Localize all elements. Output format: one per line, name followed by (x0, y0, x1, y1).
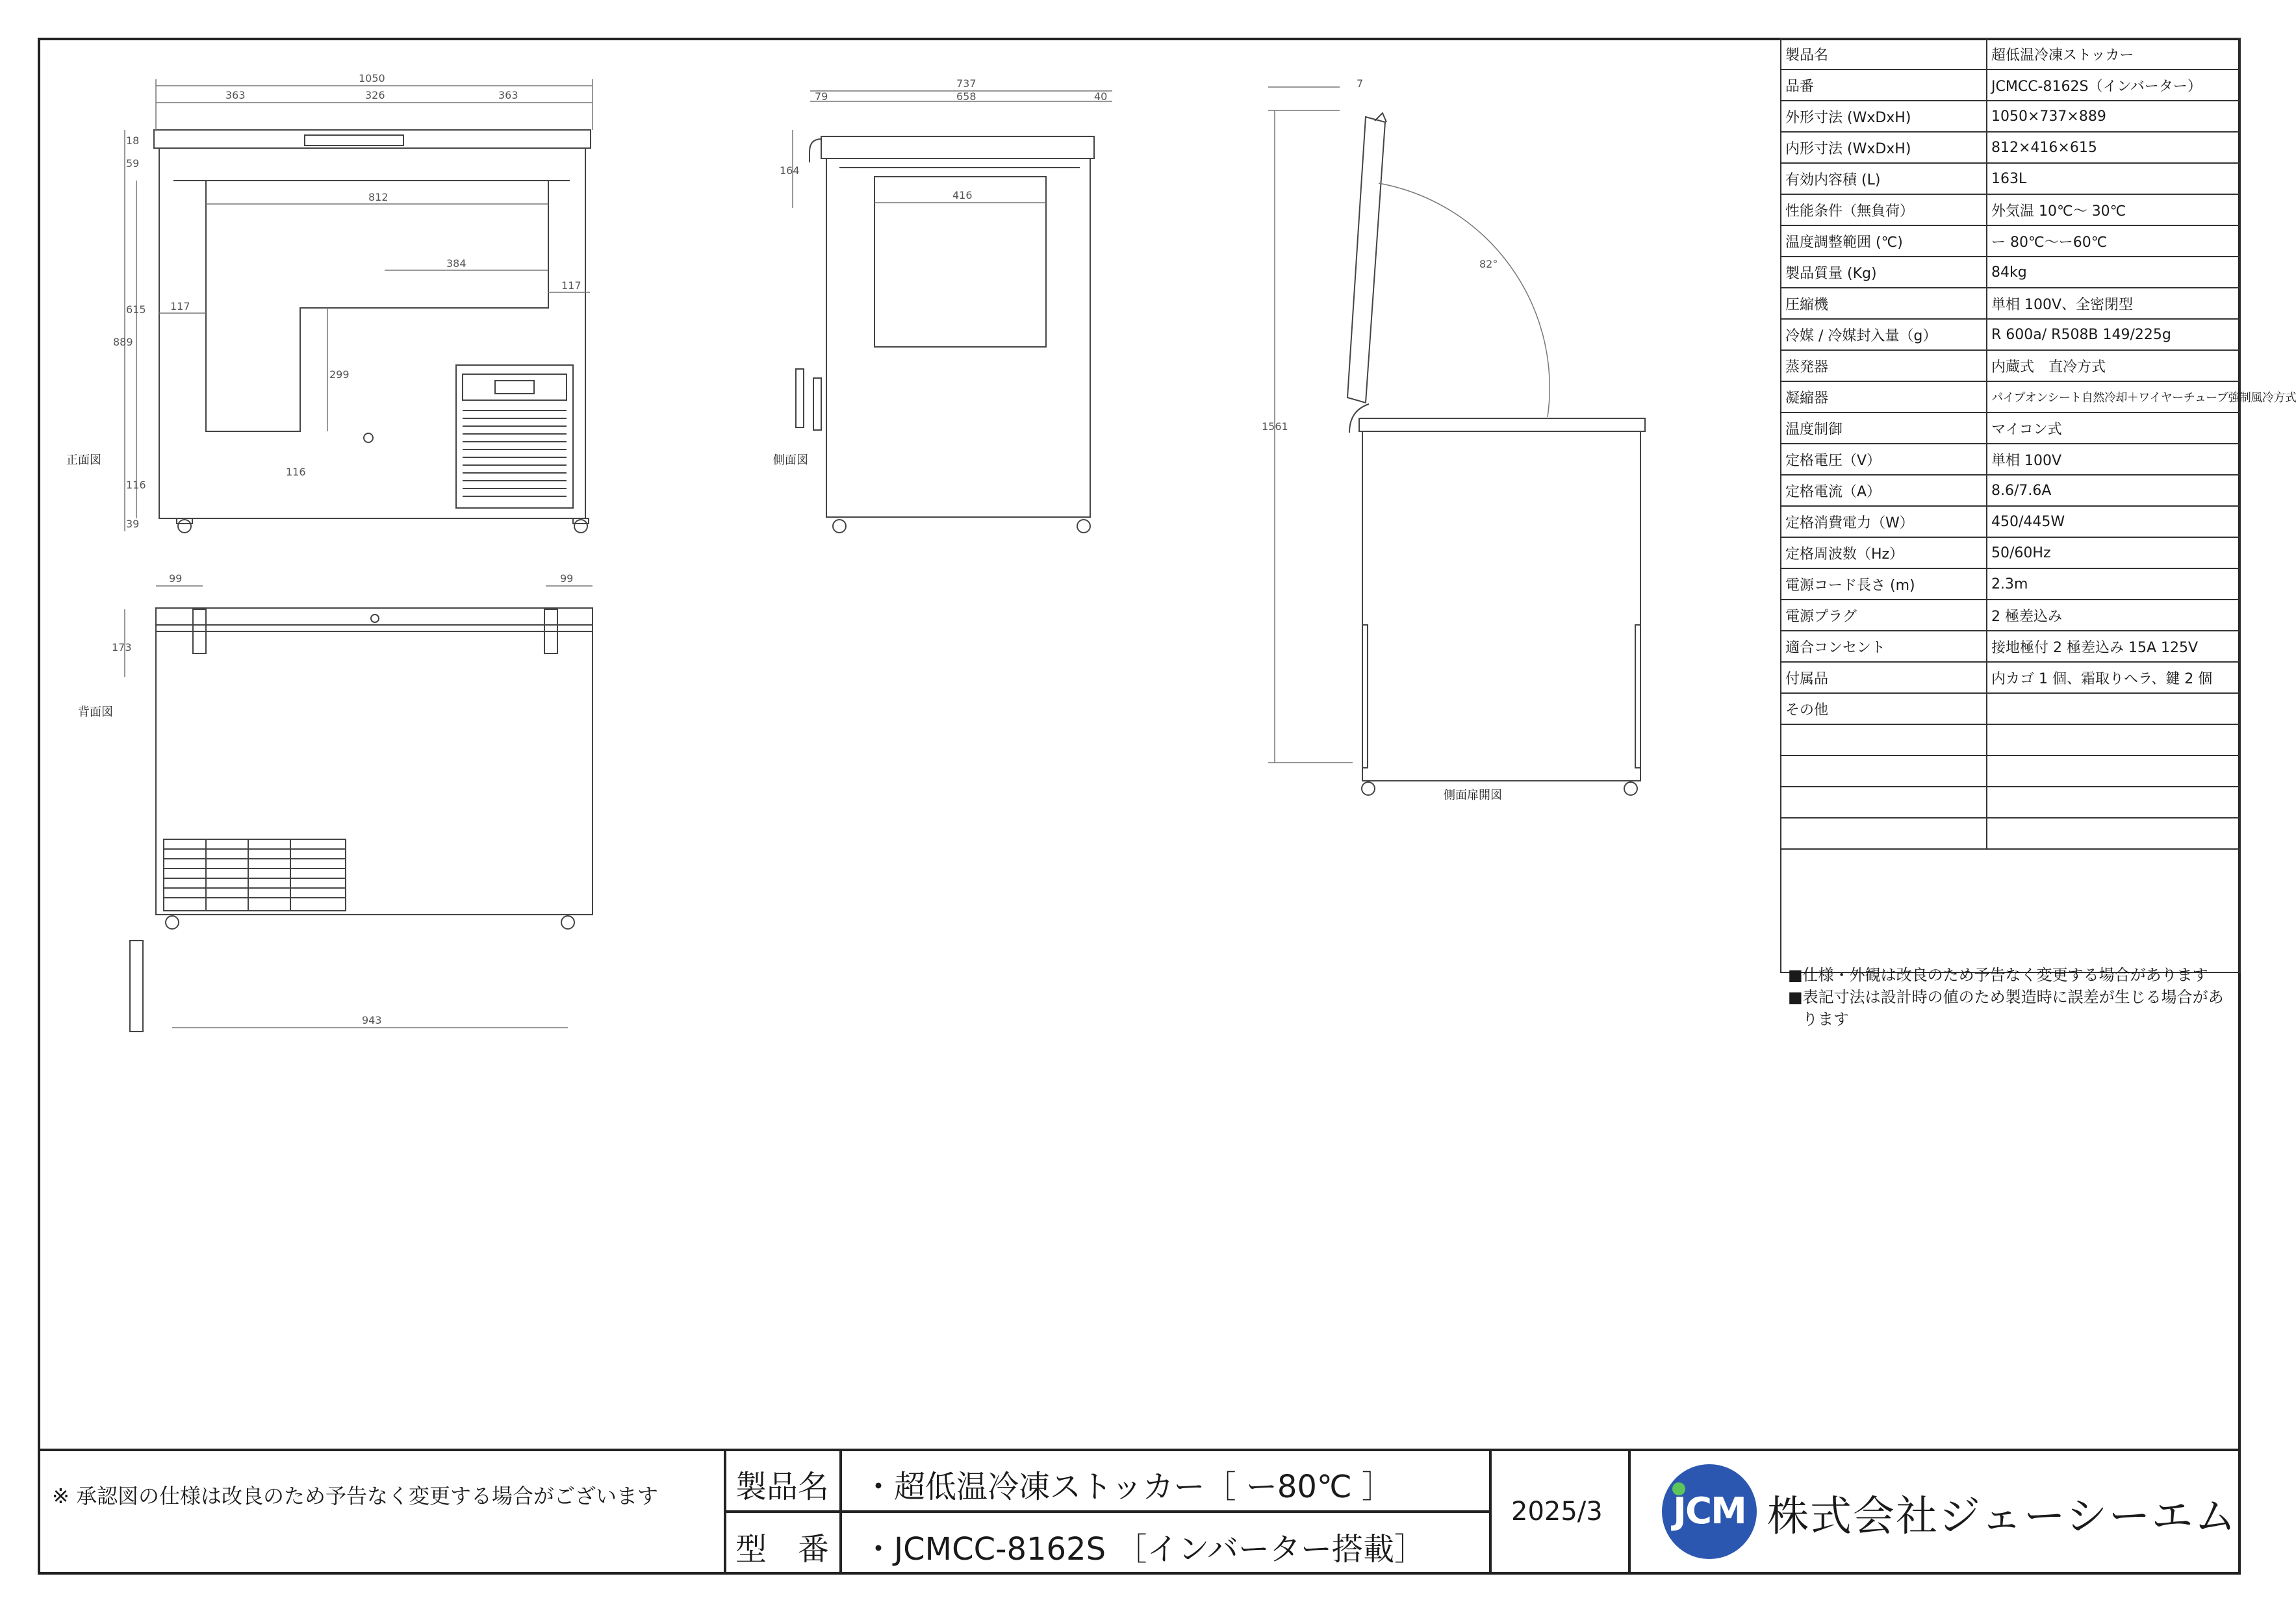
spec-row (1781, 163, 2240, 194)
spec-row (1781, 132, 2240, 163)
dim-side-overall-depth: 737 (956, 77, 976, 90)
dim-front-inner-height: 615 (126, 303, 146, 316)
open-side-view (1268, 87, 1645, 795)
spec-value: 163L (1987, 163, 2240, 194)
back-view (125, 586, 593, 1032)
model-number: ・JCMCC-8162S ［インバーター搭載］ (863, 1531, 1425, 1567)
dim-open-angle: 82° (1479, 258, 1498, 270)
logo-text: JCM (1673, 1490, 1746, 1532)
spec-row (1781, 288, 2240, 319)
spec-row (1781, 537, 2240, 568)
spec-label: 製品名 (1781, 38, 1987, 70)
spec-row (1781, 381, 2240, 412)
spec-row (1781, 755, 2240, 787)
spec-value: 接地極付 2 極差込み 15A 125V (1987, 631, 2240, 662)
dim-front-overall-height: 889 (113, 336, 133, 348)
spec-row (1781, 257, 2240, 288)
spec-row (1781, 101, 2240, 132)
dim-back-right-offset: 99 (560, 572, 574, 585)
spec-row (1781, 662, 2240, 693)
spec-value: 1050×737×889 (1987, 101, 2240, 132)
spec-table (1780, 38, 2296, 973)
dim-front-right-offset: 117 (561, 279, 581, 292)
spec-label: 蒸発器 (1781, 350, 1987, 381)
dim-front-step-width: 384 (446, 257, 466, 270)
spec-value (1987, 787, 2240, 818)
notes (1788, 964, 2236, 1030)
dim-front-inner-width: 812 (368, 191, 389, 203)
spec-label (1781, 787, 1987, 818)
spec-label (1781, 818, 1987, 849)
spec-label: 電源コード長さ (m) (1781, 568, 1987, 600)
spec-row (1781, 38, 2240, 70)
dim-front-caster: 39 (126, 518, 140, 530)
dim-open-height: 1561 (1262, 420, 1288, 433)
spec-value: 812×416×615 (1987, 132, 2240, 163)
spec-value: 内カゴ 1 個、霜取りヘラ、鍵 2 個 (1987, 662, 2240, 693)
spec-row (1781, 350, 2240, 381)
spec-value: パイプオンシート自然冷却＋ワイヤーチューブ強制風冷方式 (1987, 381, 2240, 412)
spec-row (1781, 693, 2240, 724)
spec-row (1781, 319, 2240, 350)
spec-label: 付属品 (1781, 662, 1987, 693)
spec-label: 定格消費電力（W） (1781, 506, 1987, 537)
spec-label: 定格電圧（V） (1781, 444, 1987, 475)
note-2: ■表記寸法は設計時の値のため製造時に誤差が生じる場合があります (1788, 988, 2224, 1028)
spec-label: 凝縮器 (1781, 381, 1987, 412)
spec-label: 有効内容積 (L) (1781, 163, 1987, 194)
spec-value: 2 極差込み (1987, 600, 2240, 631)
spec-label: 冷媒 / 冷媒封入量（g） (1781, 319, 1987, 350)
spec-row (1781, 412, 2240, 444)
spec-value (1987, 755, 2240, 787)
dim-front-top-right: 363 (498, 89, 518, 101)
spec-label: 品番 (1781, 70, 1987, 101)
spec-row (1781, 600, 2240, 631)
back-vent (164, 839, 346, 911)
spec-value: マイコン式 (1987, 412, 2240, 444)
spec-label: 適合コンセント (1781, 631, 1987, 662)
note-1: ■仕様・外観は改良のため予告なく変更する場合があります (1788, 966, 2208, 984)
spec-blank-area (1781, 849, 2240, 972)
spec-row (1781, 444, 2240, 475)
spec-label: 内形寸法 (WxDxH) (1781, 132, 1987, 163)
dim-front-step-height: 299 (329, 368, 350, 381)
spec-label: 電源プラグ (1781, 600, 1987, 631)
spec-value: 8.6/7.6A (1987, 475, 2240, 506)
spec-label: 温度調整範囲 (℃) (1781, 225, 1987, 257)
front-vent (463, 411, 567, 496)
spec-row (1781, 787, 2240, 818)
dim-front-top-left: 363 (225, 89, 246, 101)
spec-value: 50/60Hz (1987, 537, 2240, 568)
spec-label: 定格電流（A） (1781, 475, 1987, 506)
side-view-label: 側面図 (773, 453, 808, 467)
spec-value (1987, 724, 2240, 755)
dim-side-inner-depth-2: 416 (952, 189, 973, 201)
side-view (793, 91, 1112, 533)
front-view-label: 正面図 (66, 453, 101, 467)
spec-label: 定格周波数（Hz） (1781, 537, 1987, 568)
spec-value: 内蔵式 直冷方式 (1987, 350, 2240, 381)
spec-value: 84kg (1987, 257, 2240, 288)
dim-side-right-small: 40 (1094, 90, 1108, 103)
product-name: ・超低温冷凍ストッカー［ ー80℃ ］ (863, 1469, 1394, 1505)
open-side-view-label: 側面扉開図 (1444, 789, 1502, 802)
dim-back-caster-span: 943 (362, 1014, 382, 1026)
spec-label: 製品質量 (Kg) (1781, 257, 1987, 288)
spec-label (1781, 755, 1987, 787)
spec-label: 性能条件（無負荷） (1781, 194, 1987, 225)
spec-label: その他 (1781, 693, 1987, 724)
spec-row (1781, 225, 2240, 257)
spec-value: ー 80℃～ー60℃ (1987, 225, 2240, 257)
spec-value (1987, 818, 2240, 849)
spec-label: 温度制御 (1781, 412, 1987, 444)
dim-front-base-height-2: 116 (286, 466, 306, 478)
company-name: 株式会社ジェーシーエム (1767, 1493, 2238, 1541)
dim-side-left-small: 79 (815, 90, 828, 103)
spec-row (1781, 631, 2240, 662)
dim-front-overall-width: 1050 (359, 72, 385, 84)
spec-value: R 600a/ R508B 149/225g (1987, 319, 2240, 350)
dim-open-top-small: 7 (1357, 77, 1364, 90)
spec-value: 450/445W (1987, 506, 2240, 537)
spec-value: 超低温冷凍ストッカー (1987, 38, 2240, 70)
dim-front-top-small-1: 18 (126, 134, 140, 147)
spec-row (1781, 568, 2240, 600)
spec-value: 外気温 10℃～ 30℃ (1987, 194, 2240, 225)
spec-row (1781, 818, 2240, 849)
dim-back-handle-height: 173 (112, 641, 132, 653)
spec-row (1781, 475, 2240, 506)
spec-row (1781, 724, 2240, 755)
issue-date: 2025/3 (1511, 1497, 1603, 1527)
spec-value: 単相 100V (1987, 444, 2240, 475)
technical-drawings (40, 40, 1775, 1443)
spec-row (1781, 194, 2240, 225)
jcm-logo (1662, 1464, 1757, 1559)
spec-row (1781, 70, 2240, 101)
dim-back-left-offset: 99 (169, 572, 183, 585)
dim-front-top-mid: 326 (365, 89, 385, 101)
spec-value: JCMCC-8162S（インバーター） (1987, 70, 2240, 101)
approval-note-cell (38, 1449, 726, 1575)
drawing-area (40, 40, 1775, 1446)
spec-value (1987, 693, 2240, 724)
product-name-label: 製品名 (735, 1469, 830, 1505)
spec-label: 外形寸法 (WxDxH) (1781, 101, 1987, 132)
dim-front-top-small-2: 59 (126, 157, 140, 170)
dim-side-inner-depth: 658 (956, 90, 976, 103)
spec-label: 圧縮機 (1781, 288, 1987, 319)
spec-row (1781, 506, 2240, 537)
spec-value: 単相 100V、全密閉型 (1987, 288, 2240, 319)
approval-note: ※ 承認図の仕様は改良のため予告なく変更する場合がございます (52, 1484, 658, 1508)
back-view-label: 背面図 (78, 705, 113, 719)
spec-value: 2.3m (1987, 568, 2240, 600)
dim-front-left-offset: 117 (170, 300, 190, 312)
spec-label (1781, 724, 1987, 755)
front-view (125, 79, 593, 533)
dim-front-base-height: 116 (126, 479, 146, 491)
model-label: 型 番 (735, 1531, 830, 1567)
dim-side-lid-height: 164 (780, 164, 800, 177)
